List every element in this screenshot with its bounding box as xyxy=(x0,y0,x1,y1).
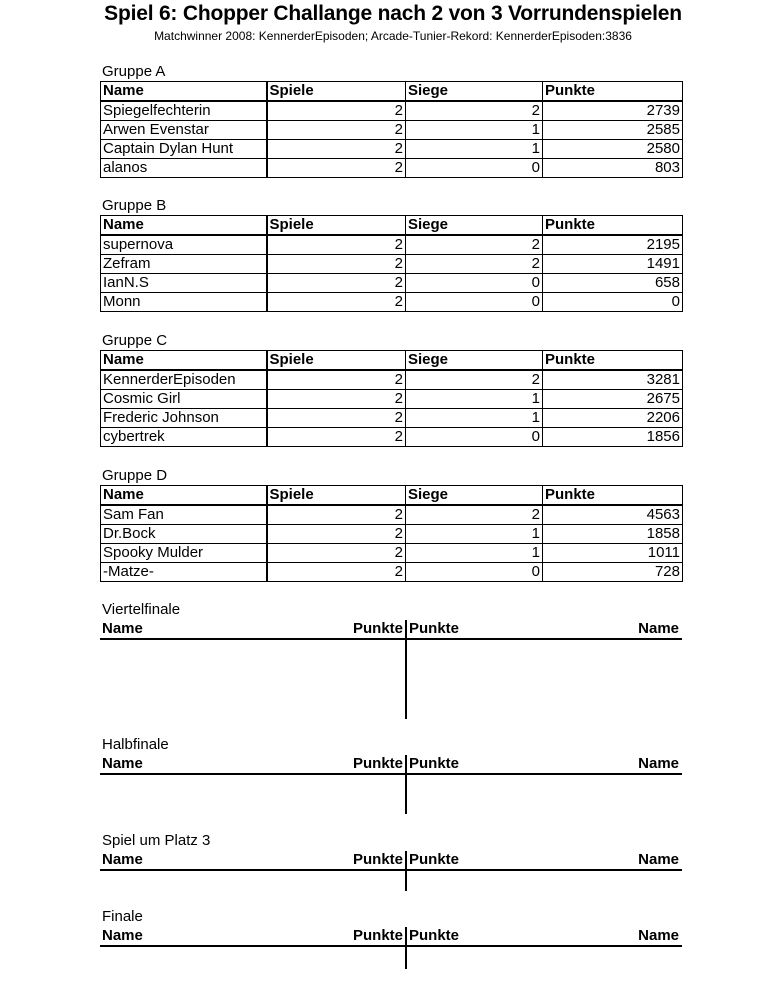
table-row xyxy=(101,505,683,525)
table-row xyxy=(101,255,683,274)
cell-name: Monn xyxy=(101,293,267,312)
cell-spiele: 2 xyxy=(267,293,406,312)
cell-punkte: 728 xyxy=(543,563,683,582)
table-row xyxy=(101,525,683,544)
cell-punkte: 1858 xyxy=(543,525,683,544)
knockout-halbfinale xyxy=(100,736,682,775)
cell-spiele: 2 xyxy=(267,370,406,390)
cell-punkte: 1011 xyxy=(543,544,683,563)
cell-siege: 0 xyxy=(406,563,543,582)
knockout-header xyxy=(100,619,682,640)
table-row xyxy=(101,293,683,312)
cell-punkte: 2206 xyxy=(543,409,683,428)
group-a xyxy=(100,63,682,178)
knockout-label: Halbfinale xyxy=(102,736,169,753)
knockout-header xyxy=(100,926,682,947)
cell-name: cybertrek xyxy=(101,428,267,447)
table-header-row xyxy=(101,82,683,102)
cell-punkte: 2580 xyxy=(543,140,683,159)
group-table xyxy=(100,81,683,178)
header-name-left: Name xyxy=(102,927,143,944)
header-punkte-left: Punkte xyxy=(352,927,403,944)
table-row xyxy=(101,121,683,140)
cell-name: Frederic Johnson xyxy=(101,409,267,428)
group-table xyxy=(100,350,683,447)
header-name-right: Name xyxy=(638,851,679,868)
header-name: Name xyxy=(101,351,267,371)
group-table xyxy=(100,215,683,312)
cell-siege: 2 xyxy=(406,370,543,390)
header-siege: Siege xyxy=(406,82,543,102)
cell-siege: 0 xyxy=(406,159,543,178)
cell-punkte: 2675 xyxy=(543,390,683,409)
cell-siege: 1 xyxy=(406,140,543,159)
table-row xyxy=(101,140,683,159)
cell-spiele: 2 xyxy=(267,563,406,582)
header-punkte: Punkte xyxy=(543,82,683,102)
header-punkte: Punkte xyxy=(543,216,683,236)
knockout-spiel-um-platz-3 xyxy=(100,832,682,871)
group-d xyxy=(100,467,682,582)
group-label: Gruppe D xyxy=(102,467,168,484)
cell-spiele: 2 xyxy=(267,140,406,159)
header-name: Name xyxy=(101,486,267,506)
cell-punkte: 0 xyxy=(543,293,683,312)
header-spiele: Spiele xyxy=(267,82,406,102)
table-row xyxy=(101,390,683,409)
header-name-right: Name xyxy=(638,755,679,772)
cell-punkte: 2739 xyxy=(543,101,683,121)
page-subtitle: Matchwinner 2008: KennerderEpisoden; Arcade-Tunier-Rekord: KennerderEpisoden:3836 xyxy=(154,29,632,43)
cell-siege: 1 xyxy=(406,409,543,428)
table-header-row xyxy=(101,216,683,236)
cell-spiele: 2 xyxy=(267,101,406,121)
cell-spiele: 2 xyxy=(267,274,406,293)
table-row xyxy=(101,544,683,563)
group-label: Gruppe B xyxy=(102,197,167,214)
cell-spiele: 2 xyxy=(267,235,406,255)
cell-siege: 1 xyxy=(406,525,543,544)
cell-name: Zefram xyxy=(101,255,267,274)
header-name: Name xyxy=(101,216,267,236)
header-punkte: Punkte xyxy=(543,351,683,371)
group-label: Gruppe C xyxy=(102,332,168,349)
table-row xyxy=(101,274,683,293)
cell-punkte: 4563 xyxy=(543,505,683,525)
header-name-left: Name xyxy=(102,851,143,868)
header-punkte-right: Punkte xyxy=(409,851,460,868)
knockout-label: Finale xyxy=(102,908,143,925)
header-name-right: Name xyxy=(638,927,679,944)
knockout-divider xyxy=(405,755,407,814)
group-c xyxy=(100,332,682,447)
header-punkte-left: Punkte xyxy=(352,755,403,772)
table-row xyxy=(101,409,683,428)
cell-siege: 0 xyxy=(406,293,543,312)
knockout-header xyxy=(100,754,682,775)
cell-siege: 0 xyxy=(406,428,543,447)
cell-siege: 0 xyxy=(406,274,543,293)
cell-spiele: 2 xyxy=(267,390,406,409)
cell-name: Spooky Mulder xyxy=(101,544,267,563)
header-name-left: Name xyxy=(102,755,143,772)
table-header-row xyxy=(101,486,683,506)
header-siege: Siege xyxy=(406,351,543,371)
cell-name: Captain Dylan Hunt xyxy=(101,140,267,159)
cell-spiele: 2 xyxy=(267,255,406,274)
table-row xyxy=(101,428,683,447)
knockout-divider xyxy=(405,620,407,719)
header-name: Name xyxy=(101,82,267,102)
knockout-finale xyxy=(100,908,682,947)
cell-punkte: 3281 xyxy=(543,370,683,390)
cell-name: supernova xyxy=(101,235,267,255)
cell-siege: 2 xyxy=(406,101,543,121)
cell-spiele: 2 xyxy=(267,428,406,447)
header-punkte-right: Punkte xyxy=(409,755,460,772)
knockout-divider xyxy=(405,927,407,969)
table-row xyxy=(101,101,683,121)
cell-name: Spiegelfechterin xyxy=(101,101,267,121)
cell-spiele: 2 xyxy=(267,505,406,525)
cell-spiele: 2 xyxy=(267,525,406,544)
cell-name: -Matze- xyxy=(101,563,267,582)
header-siege: Siege xyxy=(406,216,543,236)
header-name-right: Name xyxy=(638,620,679,637)
cell-siege: 2 xyxy=(406,235,543,255)
cell-punkte: 658 xyxy=(543,274,683,293)
cell-spiele: 2 xyxy=(267,121,406,140)
cell-name: Sam Fan xyxy=(101,505,267,525)
header-punkte-left: Punkte xyxy=(352,620,403,637)
header-punkte: Punkte xyxy=(543,486,683,506)
header-punkte-left: Punkte xyxy=(352,851,403,868)
cell-name: Cosmic Girl xyxy=(101,390,267,409)
header-spiele: Spiele xyxy=(267,486,406,506)
table-row xyxy=(101,235,683,255)
table-row xyxy=(101,159,683,178)
knockout-header xyxy=(100,850,682,871)
cell-siege: 2 xyxy=(406,255,543,274)
cell-name: IanN.S xyxy=(101,274,267,293)
group-label: Gruppe A xyxy=(102,63,166,80)
table-row xyxy=(101,370,683,390)
cell-siege: 1 xyxy=(406,544,543,563)
knockout-divider xyxy=(405,851,407,891)
cell-name: Arwen Evenstar xyxy=(101,121,267,140)
table-header-row xyxy=(101,351,683,371)
cell-siege: 2 xyxy=(406,505,543,525)
group-b xyxy=(100,197,682,312)
cell-punkte: 2195 xyxy=(543,235,683,255)
cell-spiele: 2 xyxy=(267,409,406,428)
cell-punkte: 1856 xyxy=(543,428,683,447)
cell-punkte: 2585 xyxy=(543,121,683,140)
page-title: Spiel 6: Chopper Challange nach 2 von 3 Vorrundenspielen xyxy=(104,2,682,25)
header-name-left: Name xyxy=(102,620,143,637)
cell-punkte: 1491 xyxy=(543,255,683,274)
group-table xyxy=(100,485,683,582)
cell-name: alanos xyxy=(101,159,267,178)
knockout-viertelfinale xyxy=(100,601,682,640)
cell-spiele: 2 xyxy=(267,159,406,178)
header-spiele: Spiele xyxy=(267,216,406,236)
cell-siege: 1 xyxy=(406,121,543,140)
table-row xyxy=(101,563,683,582)
cell-spiele: 2 xyxy=(267,544,406,563)
header-spiele: Spiele xyxy=(267,351,406,371)
cell-punkte: 803 xyxy=(543,159,683,178)
header-siege: Siege xyxy=(406,486,543,506)
cell-name: KennerderEpisoden xyxy=(101,370,267,390)
cell-name: Dr.Bock xyxy=(101,525,267,544)
header-punkte-right: Punkte xyxy=(409,620,460,637)
header-punkte-right: Punkte xyxy=(409,927,460,944)
knockout-label: Spiel um Platz 3 xyxy=(102,832,211,849)
knockout-label: Viertelfinale xyxy=(102,601,181,618)
cell-siege: 1 xyxy=(406,390,543,409)
